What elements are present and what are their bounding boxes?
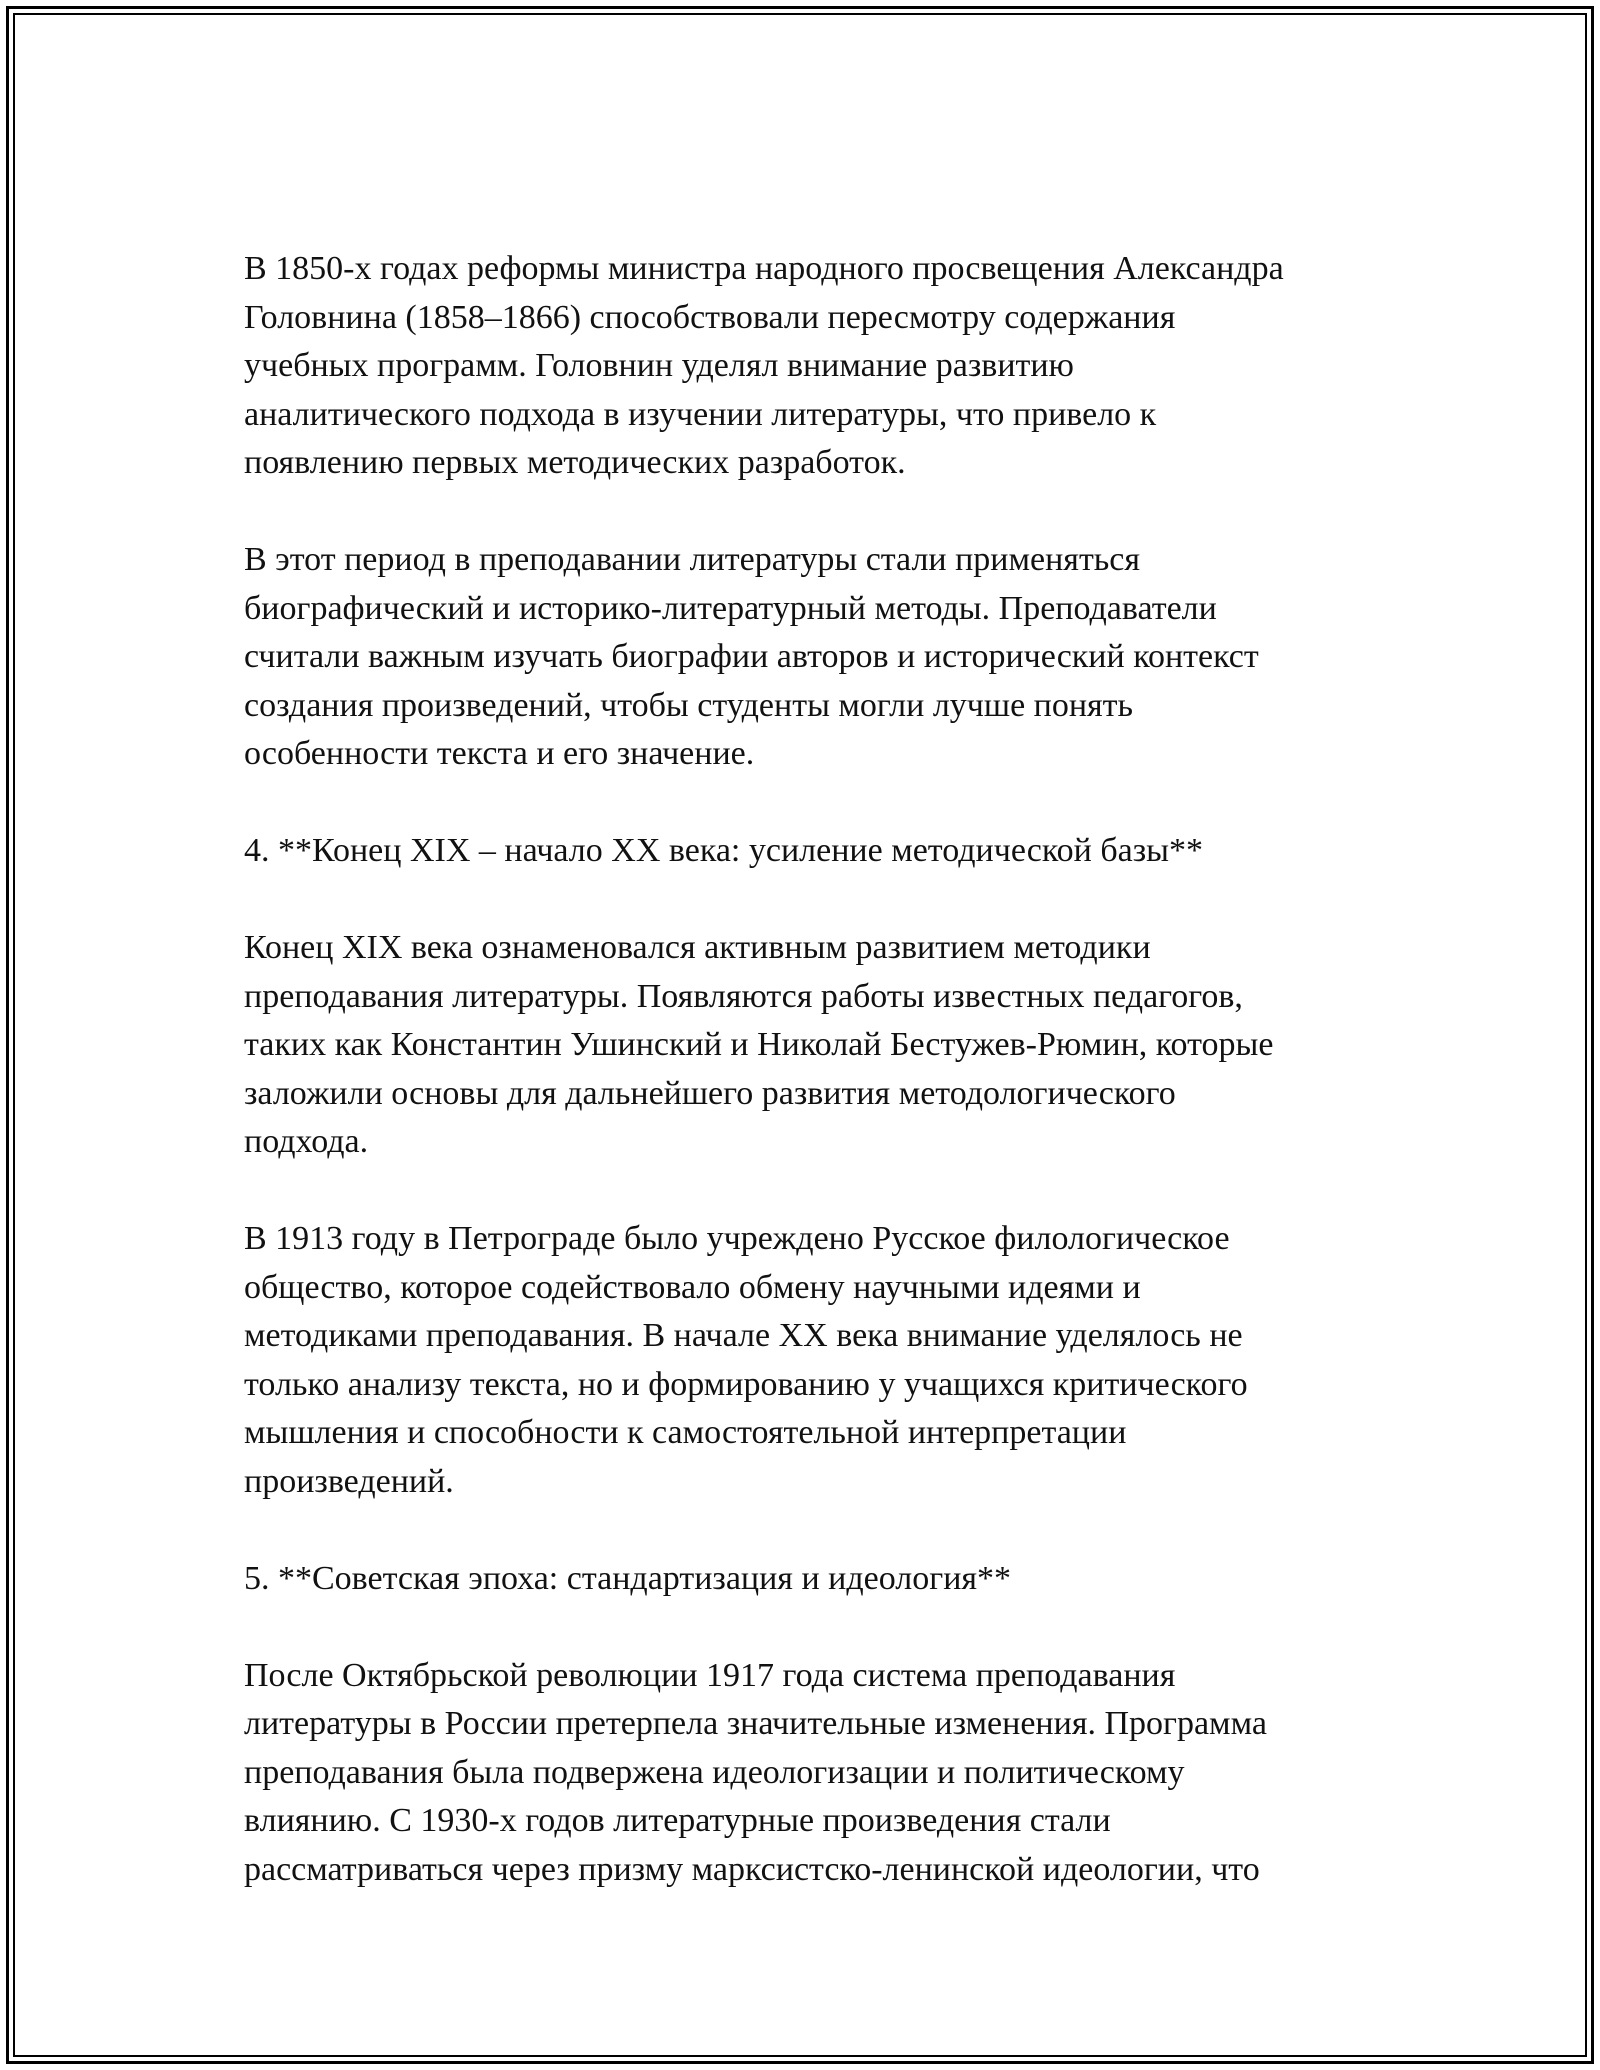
- paragraph: [244, 536, 1394, 779]
- text-line: создания произведений, чтобы студенты могли лучше понять: [244, 686, 1134, 724]
- document-text-body: [244, 245, 1394, 1894]
- paragraph: [244, 1652, 1394, 1895]
- text-line: таких как Константин Ушинский и Николай Бестужев-Рюмин, которые: [244, 1026, 1274, 1063]
- text-line: рассматриваться через призму марксистско-ленинской идеологии, что: [244, 1850, 1260, 1888]
- paragraph: [244, 924, 1394, 1167]
- text-line: влиянию. С 1930-х годов литературные произведения стали: [244, 1802, 1111, 1839]
- text-line: литературы в России претерпела значительные изменения. Программа: [244, 1705, 1267, 1742]
- text-line: Конец XIX века ознаменовался активным развитием методики: [244, 929, 1151, 966]
- text-line: особенности текста и его значение.: [244, 735, 755, 772]
- paragraph: [244, 245, 1394, 488]
- text-line: 5. **Советская эпоха: стандартизация и идеология**: [244, 1559, 1012, 1597]
- text-line: биографический и историко-литературный методы. Преподаватели: [244, 589, 1217, 627]
- text-line: считали важным изучать биографии авторов и исторический контекст: [244, 638, 1259, 675]
- text-line: мышления и способности к самостоятельной интерпретации: [244, 1414, 1127, 1451]
- text-line: После Октябрьской революции 1917 года система преподавания: [244, 1656, 1176, 1694]
- text-line: 4. **Конец XIX – начало XX века: усиление методической базы**: [244, 832, 1204, 869]
- text-line: заложили основы для дальнейшего развития методологического: [244, 1074, 1176, 1112]
- text-line: преподавания была подвержена идеологизации и политическому: [244, 1753, 1185, 1791]
- paragraph: [244, 1215, 1394, 1506]
- text-line: В этот период в преподавании литературы стали применяться: [244, 541, 1141, 578]
- text-line: В 1913 году в Петрограде было учреждено Русское филологическое: [244, 1220, 1230, 1257]
- section-heading: [244, 1555, 1394, 1604]
- text-line: только анализу текста, но и формированию у учащихся критического: [244, 1365, 1248, 1403]
- text-line: Головнина (1858–1866) способствовали пересмотру содержания: [244, 298, 1176, 336]
- text-line: учебных программ. Головнин уделял внимание развитию: [244, 347, 1074, 384]
- text-line: аналитического подхода в изучении литературы, что привело к: [244, 395, 1157, 433]
- text-line: произведений.: [244, 1462, 454, 1500]
- text-line: В 1850-х годах реформы министра народного просвещения Александра: [244, 250, 1284, 287]
- page-frame: [6, 6, 1594, 2064]
- text-line: методиками преподавания. В начале XX века внимание уделялось не: [244, 1317, 1243, 1354]
- text-line: общество, которое содействовало обмену научными идеями и: [244, 1268, 1141, 1306]
- text-line: подхода.: [244, 1123, 369, 1160]
- text-line: появлению первых методических разработок.: [244, 444, 906, 481]
- section-heading: [244, 827, 1394, 876]
- text-line: преподавания литературы. Появляются работы известных педагогов,: [244, 977, 1243, 1015]
